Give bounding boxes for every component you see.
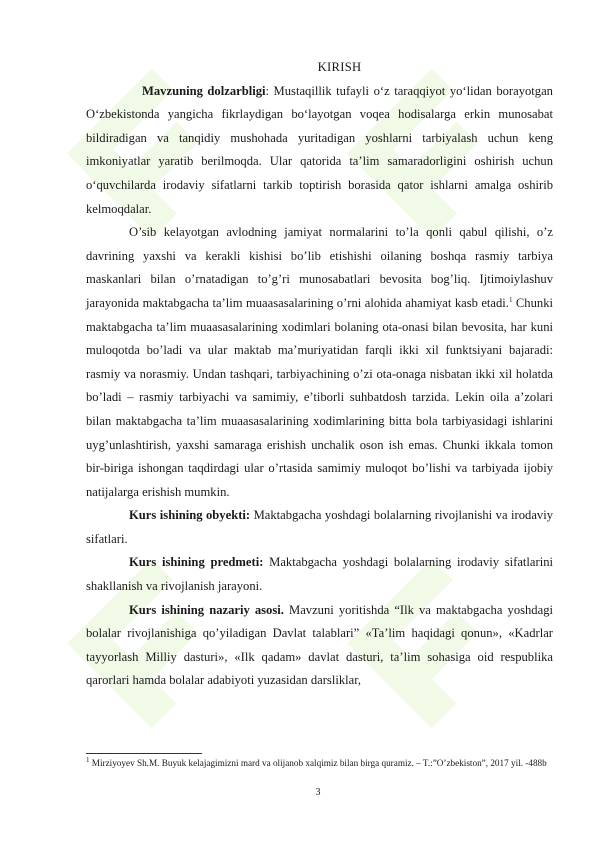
footnote-divider — [86, 753, 202, 754]
footnote-mark: 1 — [86, 755, 90, 764]
paragraph-text: : Mustaqillik tufayli oʻz taraqqiyot yoʻlidan borayotgan Oʻzbekistonda yangicha fikrlaydigan boʻlayotgan voqea hodisalarga erkin munosabat bildiradigan va tanqidiy mushohada yuritadigan yoshlarni tarbiyalash uchun keng imkoniyatlar yaratib berilmoqda. Ular qatorida ta’lim samaradorligini oshirish uchun oʻquvchilarda irodaviy sifatlarni tarkib toptirish borasida qator ishlarni amalga oshirib kelmoqdalar. — [86, 83, 553, 216]
paragraph-lead: Mavzuning dolzarbligi — [142, 83, 266, 98]
paragraph-text: Mavzuni yoritishda “Ilk va maktabgacha yoshdagi bolalar rivojlanishiga qo’yiladigan Davlat talablari” «Ta’lim haqidagi qonun», «Kadrlar tayyorlash Milliy dasturi», «Ilk qadam» davlat dasturi, ta’lim sohasiga oid respublika qarorlari hamda bolalar adabiyoti yuzasidan darsliklar, — [86, 602, 553, 688]
paragraph-object — [86, 504, 553, 551]
paragraph-lead: Kurs ishining nazariy asosi. — [129, 602, 284, 617]
paragraph-relevance — [86, 80, 553, 222]
paragraph-subject — [86, 551, 553, 598]
document-body — [86, 56, 553, 693]
footnote-text: Mirziyoyev Sh.M. Buyuk kelajagimizni mard va olijanob xalqimiz bilan birga quramiz. – T.:”O’zbekiston”, 2017 yil. -488b — [89, 758, 547, 768]
page-number: 3 — [315, 787, 321, 798]
section-heading: KIRISH — [317, 60, 362, 74]
footnote — [86, 757, 553, 770]
footnote-reference[interactable]: 1 — [508, 295, 513, 304]
paragraph-text: Chunki maktabgacha ta’lim muaasasalarining xodimlari bolaning ota-onasi bilan bevosita, har kuni muloqotda bo’ladi va ular maktab ma’muriyatidan farqli ikki xil funktsiyani bajaradi: rasmiy va norasmiy. Undan tashqari, tarbiyachining o’zi ota-onaga nisbatan ikki xil holatda bo’ladi – rasmiy tarbiyachi va samimiy, e’tiborli suhbatdosh tarzida. Lekin oila a’zolari bilan maktabgacha ta’lim muaasasalarining xodimlarining bitta bola tarbiyasidagi ishlarini uyg’unlashtirish, yaxshi samaraga erishish unchalik oson ish emas. Chunki ikkala tomon bir-biriga ishongan taqdirdagi ular o’rtasida samimiy muloqot bo’lishi va tarbiyada ijobiy natijalarga erishish mumkin. — [86, 295, 553, 499]
paragraph-socialization — [86, 221, 553, 504]
paragraph-theory — [86, 599, 553, 693]
paragraph-text: Maktabgacha yoshdagi bolalarning rivojlanishi va irodaviy sifatlari. — [86, 508, 554, 546]
paragraph-text: O’sib kelayotgan avlodning jamiyat normalarini to’la qonli qabul qilishi, o’z davrining yaxshi va kerakli kishisi bo’lib etishishi oilaning boshqa rasmiy tarbiya maskanlari bilan o’rnatadigan to’g’ri munosabatlari bevosita bog’liq. Ijtimoiylashuv jarayonida maktabgacha ta’lim muaasasalarining o’rni alohida ahamiyat kasb etadi. — [86, 225, 553, 310]
paragraph-text: Maktabgacha yoshdagi bolalarning irodaviy sifatlarini shakllanish va rivojlanish jarayoni. — [86, 555, 553, 594]
paragraph-lead: Kurs ishining obyekti: — [129, 508, 251, 523]
paragraph-lead: Kurs ishining predmeti: — [129, 555, 264, 570]
